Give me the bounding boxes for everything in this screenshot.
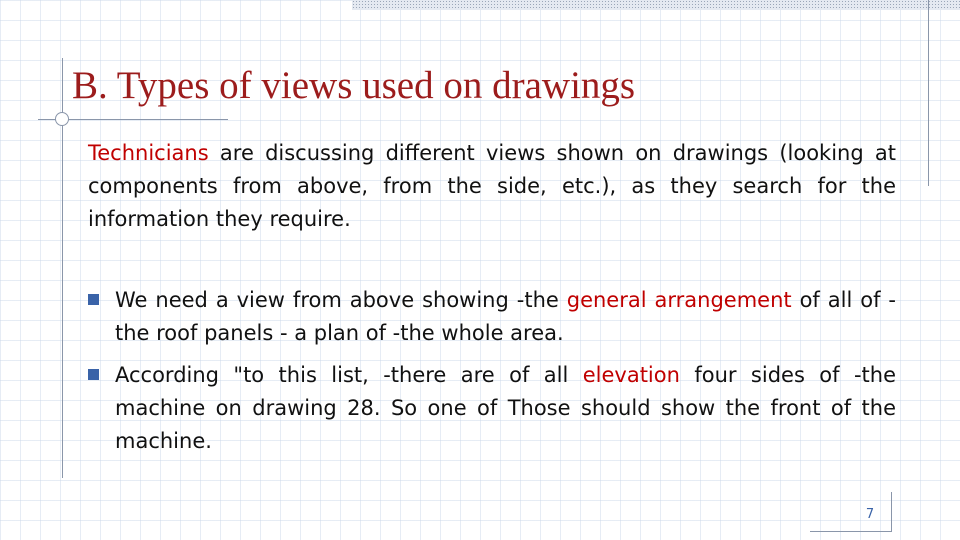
bullet-item (88, 284, 896, 350)
bullet-item (88, 359, 896, 458)
bullet-highlight: elevation (582, 363, 680, 387)
intro-highlight: Technicians (88, 141, 209, 165)
square-bullet-icon (88, 294, 99, 305)
bullet-text-after: four sides of -the machine on drawing 28. So one of Those should show the front of the machine. (115, 363, 896, 453)
top-decorative-band (352, 0, 960, 10)
page-number: 7 (865, 507, 875, 522)
bullet-text-after: of all of -the roof panels - a plan of -the whole area. (115, 288, 896, 345)
intro-paragraph (88, 137, 896, 236)
intro-text: are discussing different views shown on drawings (looking at components from above, from the side, etc.), as they search for the information they require. (88, 141, 896, 231)
bullet-list (88, 284, 896, 467)
bullet-text-before: We need a view from above showing -the (115, 288, 567, 312)
square-bullet-icon (88, 369, 99, 380)
slide-title: B. Types of views used on drawings (72, 64, 636, 107)
bullet-highlight: general arrangement (566, 288, 792, 312)
right-decorative-line (928, 0, 929, 186)
bullet-text-before: According "to this list, -there are of all (115, 363, 583, 387)
crosshair-ornament-icon (55, 112, 69, 126)
